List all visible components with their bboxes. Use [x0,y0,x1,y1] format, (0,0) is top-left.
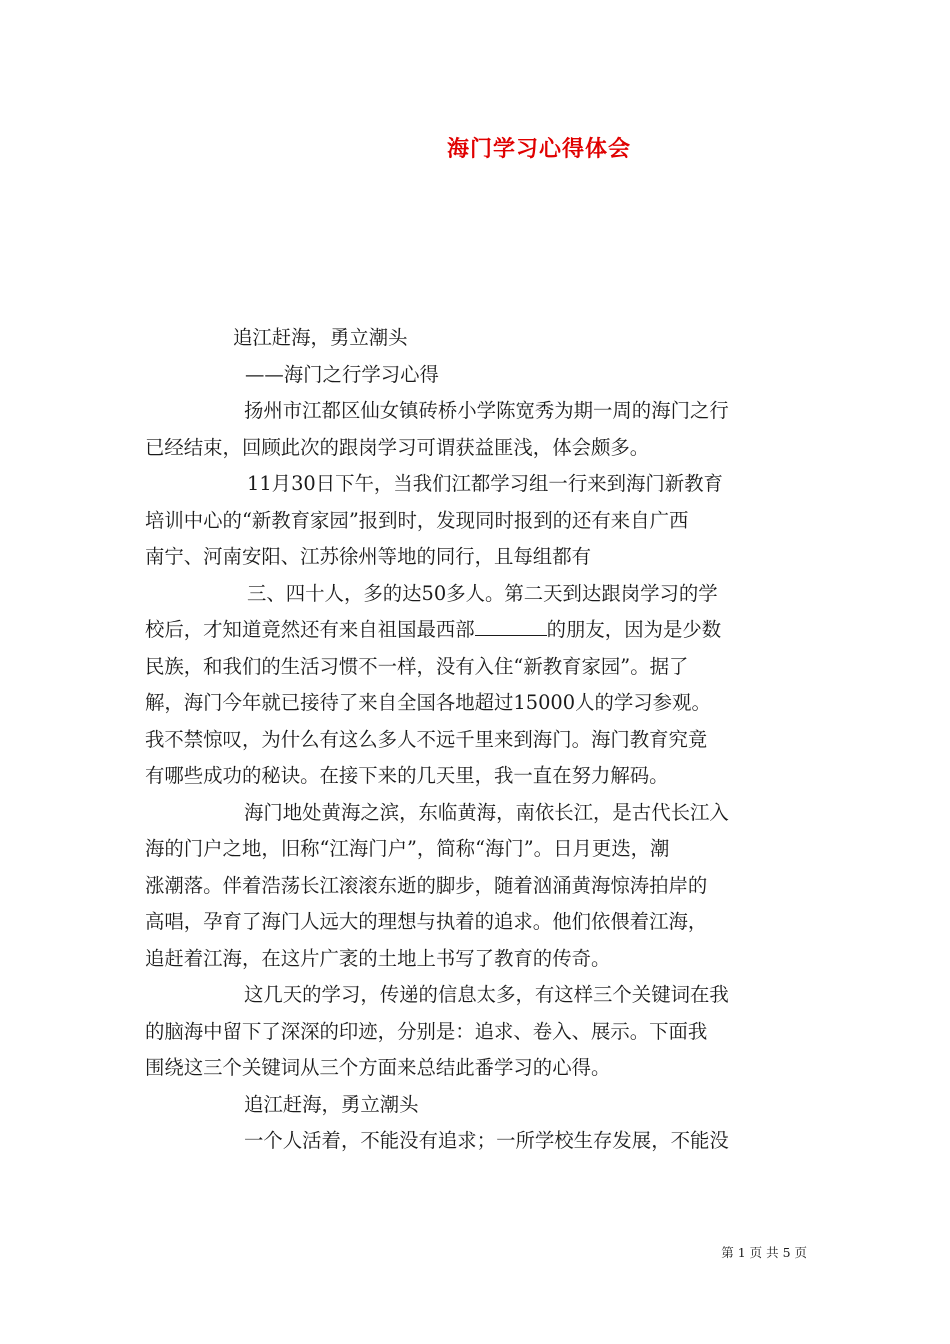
text-line: 扬州市江都区仙女镇砖桥小学陈宽秀为期一周的海门之行 [244,399,729,422]
text-line: 我不禁惊叹，为什么有这么多人不远千里来到海门。海门教育究竟 [145,727,708,751]
text-line: 高唱，孕育了海门人远大的理想与执着的追求。他们依偎着江海， [145,910,708,933]
text-line: 已经结束，回顾此次的跟岗学习可谓获益匪浅，体会颇多。 [145,435,650,459]
text-segment: 校后，才知道竟然还有来自祖国最西部 [145,618,475,641]
document-body [145,320,807,1160]
text-line: 的脑海中留下了深深的印迹，分别是：追求、卷入、展示。下面我 [145,1019,708,1043]
text-line: 有哪些成功的秘诀。在接下来的几天里，我一直在努力解码。 [145,764,669,787]
text-line-with-blank [145,612,807,649]
text-line: 解，海门今年就已接待了来自全国各地超过15000人的学习参观。 [145,691,711,714]
text-segment: 的朋友，因为是少数 [546,618,722,641]
text-line: ——海门之行学习心得 [245,362,439,386]
text-line: 海门地处黄海之滨，东临黄海，南依长江，是古代长江入 [244,800,729,824]
text-line: 11月30日下午，当我们江都学习组一行来到海门新教育 [247,472,723,495]
text-line: 这几天的学习，传递的信息太多，有这样三个关键词在我 [244,983,729,1006]
text-line: 追江赶海，勇立潮头 [244,1092,419,1116]
text-line: 培训中心的“新教育家园”报到时，发现同时报到的还有来自广西 [145,508,689,532]
text-line: 围绕这三个关键词从三个方面来总结此番学习的心得。 [145,1056,611,1079]
fill-in-blank [475,617,547,636]
text-line: 涨潮落。伴着浩荡长江滚滚东逝的脚步，随着汹涌黄海惊涛拍岸的 [145,873,708,897]
text-line: 一个人活着，不能没有追求；一所学校生存发展，不能没 [244,1129,729,1152]
text-line: 海的门户之地，旧称“江海门户”，简称“海门”。日月更迭，潮 [145,837,670,860]
text-line: 追赶着江海，在这片广袤的土地上书写了教育的传奇。 [145,946,611,970]
text-line: 追江赶海，勇立潮头 [233,326,408,349]
text-line: 民族，和我们的生活习惯不一样，没有入住“新教育家园”。据了 [145,654,689,678]
text-line: 三、四十人，多的达50多人。第二天到达跟岗学习的学 [247,581,718,605]
document-title: 海门学习心得体会 [446,136,631,162]
page-number-footer: 第 1 页 共 5 页 [721,1245,807,1260]
text-line: 南宁、河南安阳、江苏徐州等地的同行，且每组都有 [145,545,591,568]
